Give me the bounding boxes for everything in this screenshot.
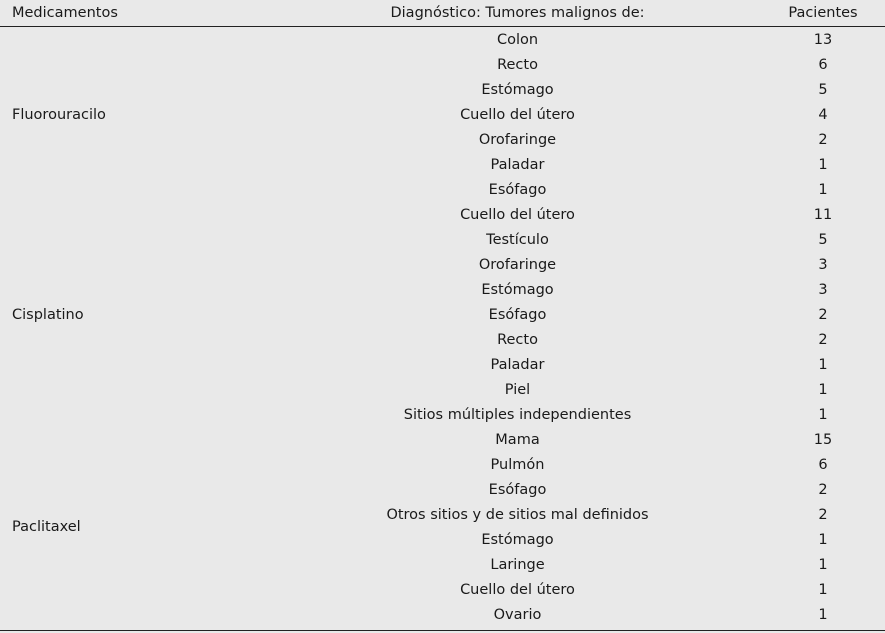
patients-cell: 6 xyxy=(818,456,828,473)
table-body xyxy=(0,27,885,628)
diagnosis-cell: Recto xyxy=(497,331,538,348)
patients-cell: 2 xyxy=(818,306,828,323)
diagnosis-cell: Orofaringe xyxy=(478,131,557,148)
diagnosis-cell: Esófago xyxy=(488,181,547,198)
patients-cell: 15 xyxy=(813,431,833,448)
diagnosis-cell: Cuello del útero xyxy=(460,581,575,598)
diagnosis-cell: Estómago xyxy=(481,531,554,548)
diagnosis-cell: Piel xyxy=(504,381,531,398)
patients-cell: 5 xyxy=(818,231,828,248)
diagnosis-cell: Orofaringe xyxy=(478,256,557,273)
diagnosis-cell: Paladar xyxy=(490,156,545,173)
patients-cell: 1 xyxy=(818,531,828,548)
diagnosis-cell: Estómago xyxy=(481,281,554,298)
patients-cell: 1 xyxy=(818,181,828,198)
patients-cell: 1 xyxy=(818,406,828,423)
header-patients: Pacientes xyxy=(765,0,885,27)
diagnosis-cell: Otros sitios y de sitios mal definidos xyxy=(386,506,649,523)
table-header xyxy=(0,0,885,27)
diagnosis-cell: Estómago xyxy=(481,81,554,98)
drug-cell: Paclitaxel xyxy=(12,519,81,535)
diagnosis-cell: Sitios múltiples independientes xyxy=(403,406,632,423)
diagnosis-cell: Cuello del útero xyxy=(460,106,575,123)
patients-cell: 2 xyxy=(818,481,828,498)
diagnosis-cell: Esófago xyxy=(488,481,547,498)
patients-cell: 6 xyxy=(818,56,828,73)
diagnosis-cell: Recto xyxy=(497,56,538,73)
table-bottom-rule xyxy=(0,630,885,631)
patients-cell: 1 xyxy=(818,381,828,398)
table-row xyxy=(0,427,885,452)
diagnosis-cell: Testículo xyxy=(486,231,549,248)
patients-cell: 1 xyxy=(818,556,828,573)
patients-cell: 1 xyxy=(818,581,828,598)
patients-cell: 13 xyxy=(813,31,833,48)
drug-cell: Fluorouracilo xyxy=(12,106,106,123)
patients-cell: 1 xyxy=(818,356,828,373)
diagnosis-cell: Colon xyxy=(496,31,539,48)
patients-cell: 2 xyxy=(818,331,828,348)
patients-cell: 11 xyxy=(813,206,833,223)
patients-cell: 5 xyxy=(818,81,828,98)
diagnosis-cell: Laringe xyxy=(490,556,545,573)
patients-cell: 2 xyxy=(818,131,828,148)
patients-cell: 1 xyxy=(818,156,828,173)
header-row xyxy=(0,0,885,27)
drug-cell: Cisplatino xyxy=(12,306,84,323)
diagnosis-cell: Pulmón xyxy=(490,456,545,473)
diagnosis-cell: Esófago xyxy=(488,306,547,323)
diagnosis-cell: Ovario xyxy=(493,606,542,623)
patients-cell: 4 xyxy=(818,106,828,123)
header-drug: Medicamentos xyxy=(0,0,200,27)
patients-cell: 1 xyxy=(818,606,828,623)
diagnosis-cell: Paladar xyxy=(490,356,545,373)
header-diagnosis: Diagnóstico: Tumores malignos de: xyxy=(200,0,765,27)
diagnosis-cell: Cuello del útero xyxy=(460,206,575,223)
patients-cell: 3 xyxy=(818,281,828,298)
diagnosis-cell: Mama xyxy=(495,431,540,448)
patients-cell: 2 xyxy=(818,506,828,523)
table-row xyxy=(0,202,885,227)
table-row xyxy=(0,27,885,53)
patients-cell: 3 xyxy=(818,256,828,273)
